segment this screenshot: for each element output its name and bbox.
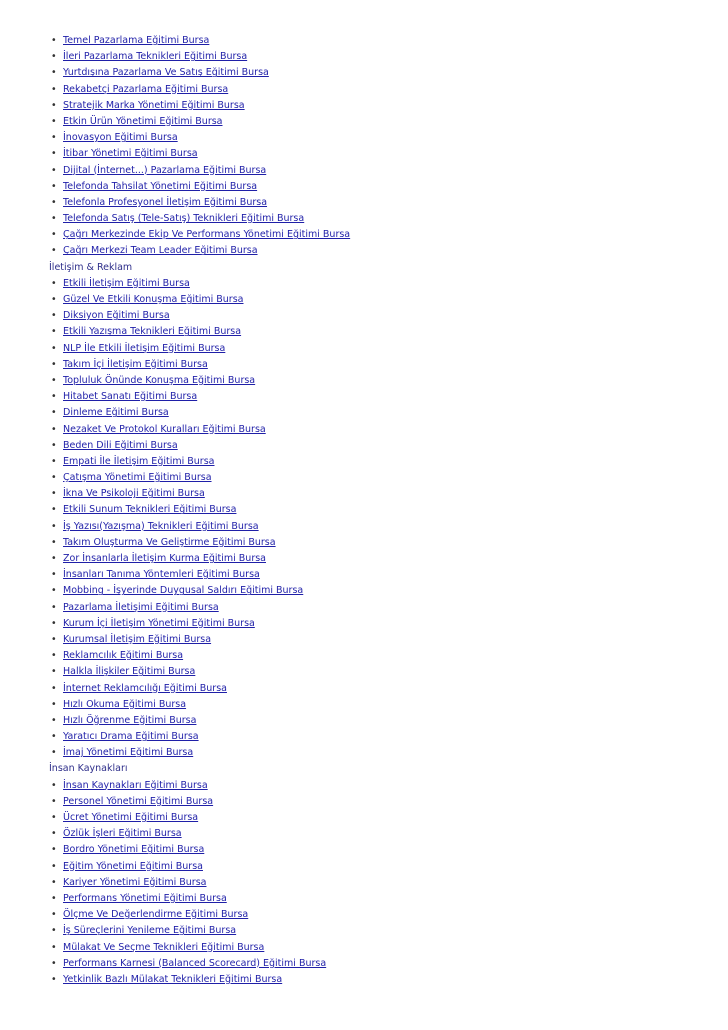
list-item <box>49 810 689 826</box>
training-link[interactable]: İleri Pazarlama Teknikleri Eğitimi Bursa <box>63 51 248 63</box>
training-link[interactable]: Dinleme Eğitimi Bursa <box>63 407 169 419</box>
bullet-icon: • <box>51 536 57 548</box>
bullet-icon: • <box>51 455 57 467</box>
list-item <box>49 972 689 988</box>
bullet-icon: • <box>51 132 57 144</box>
training-link[interactable]: İnsan Kaynakları Eğitimi Bursa <box>63 779 208 791</box>
list-item <box>49 616 689 632</box>
training-link[interactable]: Takım İçi İletişim Eğitimi Bursa <box>63 358 208 370</box>
bullet-icon: • <box>51 666 57 678</box>
training-link[interactable]: İmaj Yönetimi Eğitimi Bursa <box>63 747 194 759</box>
list-item <box>49 308 689 324</box>
bullet-icon: • <box>51 115 57 127</box>
training-link[interactable]: Etkili Sunum Teknikleri Eğitimi Bursa <box>63 504 237 516</box>
list-item <box>49 195 689 211</box>
training-link[interactable]: Zor İnsanlarla İletişim Kurma Eğitimi Bursa <box>63 553 266 564</box>
bullet-icon: • <box>51 326 57 338</box>
list-item <box>49 778 689 794</box>
bullet-icon: • <box>51 407 57 419</box>
bullet-icon: • <box>51 682 57 694</box>
training-link[interactable]: Beden Dili Eğitimi Bursa <box>63 439 178 451</box>
list-item <box>49 373 689 389</box>
bullet-icon: • <box>51 909 57 921</box>
list-item <box>49 98 689 114</box>
list-item <box>49 583 689 599</box>
bullet-icon: • <box>51 488 57 500</box>
list-item <box>49 243 689 259</box>
training-link[interactable]: İtibar Yönetimi Eğitimi Bursa <box>63 148 198 160</box>
list-item <box>49 535 689 551</box>
list-item <box>49 389 689 405</box>
list-item <box>49 745 689 761</box>
training-link[interactable]: Kariyer Yönetimi Eğitimi Bursa <box>63 876 207 888</box>
list-item <box>49 664 689 680</box>
list-item <box>49 551 689 567</box>
training-link[interactable]: Reklamcılık Eğitimi Bursa <box>63 650 184 662</box>
bullet-icon: • <box>51 83 57 95</box>
bullet-icon: • <box>51 310 57 322</box>
bullet-icon: • <box>51 180 57 192</box>
training-link[interactable]: Stratejik Marka Yönetimi Eğitimi Bursa <box>63 99 245 111</box>
bullet-icon: • <box>51 472 57 484</box>
bullet-icon: • <box>51 51 57 63</box>
training-link[interactable]: Diksiyon Eğitimi Bursa <box>63 310 170 322</box>
training-link[interactable]: Empati İle İletişim Eğitimi Bursa <box>63 455 215 467</box>
bullet-icon: • <box>51 294 57 305</box>
training-link[interactable]: Ölçme Ve Değerlendirme Eğitimi Bursa <box>63 909 249 921</box>
training-link[interactable]: Yetkinlik Bazlı Mülakat Teknikleri Eğitimi Bursa <box>63 973 283 985</box>
list-item <box>49 600 689 616</box>
training-link[interactable]: Çatışma Yönetimi Eğitimi Bursa <box>63 472 212 484</box>
training-link[interactable]: Güzel Ve Etkili Konuşma Eğitimi Bursa <box>63 294 244 305</box>
list-item <box>49 146 689 162</box>
training-link[interactable]: Telefonla Profesyonel İletişim Eğitimi Bursa <box>63 196 268 208</box>
list-item <box>49 422 689 438</box>
training-link[interactable]: Takım Oluşturma Ve Geliştirme Eğitimi Bursa <box>63 536 276 548</box>
list-item <box>49 826 689 842</box>
bullet-icon: • <box>51 876 57 888</box>
bullet-icon: • <box>51 633 57 645</box>
list-item <box>49 324 689 340</box>
training-link[interactable]: Bordro Yönetimi Eğitimi Bursa <box>63 844 205 856</box>
training-link[interactable]: Kurum İçi İletişim Yönetimi Eğitimi Bursa <box>63 617 255 629</box>
list-item <box>49 681 689 697</box>
bullet-icon: • <box>51 504 57 516</box>
bullet-icon: • <box>51 358 57 370</box>
training-link[interactable]: Temel Pazarlama Eğitimi Bursa <box>63 35 210 46</box>
bullet-icon: • <box>51 731 57 743</box>
list-item <box>49 227 689 243</box>
training-link[interactable]: Mobbing - İşyerinde Duygusal Saldırı Eğitimi Bursa <box>63 585 304 597</box>
list-item <box>49 794 689 810</box>
list-item <box>49 697 689 713</box>
training-link[interactable]: Telefonda Satış (Tele-Satış) Teknikleri Eğitimi Bursa <box>63 213 305 225</box>
training-link[interactable]: Hızlı Okuma Eğitimi Bursa <box>63 698 187 710</box>
training-link[interactable]: İnsanları Tanıma Yöntemleri Eğitimi Bursa <box>63 569 260 581</box>
list-item <box>49 632 689 648</box>
training-link[interactable]: Rekabetçi Pazarlama Eğitimi Bursa <box>63 83 229 95</box>
list-item <box>49 502 689 518</box>
bullet-icon: • <box>51 67 57 79</box>
bullet-icon: • <box>51 860 57 872</box>
section-0 <box>49 33 689 260</box>
training-link[interactable]: Performans Karnesi (Balanced Scorecard) Eğitimi Bursa <box>63 957 327 969</box>
training-link[interactable]: Çağrı Merkezinde Ekip Ve Performans Yönetimi Eğitimi Bursa <box>63 229 351 241</box>
list-item <box>49 923 689 939</box>
training-link[interactable]: Yaratıcı Drama Eğitimi Bursa <box>63 731 199 743</box>
section-1 <box>49 260 689 762</box>
list-item <box>49 567 689 583</box>
list-item <box>49 33 689 49</box>
bullet-icon: • <box>51 148 57 160</box>
training-link[interactable]: Çağrı Merkezi Team Leader Eğitimi Bursa <box>63 245 258 257</box>
training-link[interactable]: Performans Yönetimi Eğitimi Bursa <box>63 892 227 904</box>
bullet-icon: • <box>51 196 57 208</box>
training-link[interactable]: Telefonda Tahsilat Yönetimi Eğitimi Bursa <box>63 180 258 192</box>
bullet-icon: • <box>51 617 57 629</box>
bullet-icon: • <box>51 957 57 969</box>
bullet-icon: • <box>51 828 57 840</box>
bullet-icon: • <box>51 925 57 937</box>
bullet-icon: • <box>51 569 57 581</box>
bullet-icon: • <box>51 245 57 257</box>
section-heading: İletişim & Reklam <box>49 261 133 273</box>
link-list <box>49 33 689 260</box>
list-item <box>49 276 689 292</box>
list-item <box>49 956 689 972</box>
training-link[interactable]: İş Yazısı(Yazışma) Teknikleri Eğitimi Bursa <box>63 520 259 532</box>
bullet-icon: • <box>51 601 57 613</box>
section-heading: İnsan Kaynakları <box>49 763 128 775</box>
list-item <box>49 713 689 729</box>
training-link[interactable]: Hitabet Sanatı Eğitimi Bursa <box>63 391 198 403</box>
training-link[interactable]: Eğitim Yönetimi Eğitimi Bursa <box>63 860 203 872</box>
bullet-icon: • <box>51 779 57 791</box>
list-item <box>49 357 689 373</box>
training-link[interactable]: NLP İle Etkili İletişim Eğitimi Bursa <box>63 342 226 354</box>
training-link[interactable]: Etkin Ürün Yönetimi Eğitimi Bursa <box>63 115 223 127</box>
bullet-icon: • <box>51 585 57 597</box>
training-link[interactable]: Yurtdışına Pazarlama Ve Satış Eğitimi Bursa <box>63 67 269 79</box>
bullet-icon: • <box>51 391 57 403</box>
bullet-icon: • <box>51 812 57 823</box>
bullet-icon: • <box>51 35 57 46</box>
list-item <box>49 519 689 535</box>
bullet-icon: • <box>51 520 57 532</box>
training-link[interactable]: Ücret Yönetimi Eğitimi Bursa <box>63 812 199 823</box>
list-item <box>49 907 689 923</box>
training-link[interactable]: Özlük İşleri Eğitimi Bursa <box>63 828 182 840</box>
list-item <box>49 65 689 81</box>
training-link[interactable]: Topluluk Önünde Konuşma Eğitimi Bursa <box>63 374 256 386</box>
training-link[interactable]: Etkili Yazışma Teknikleri Eğitimi Bursa <box>63 326 242 338</box>
training-link[interactable]: Pazarlama İletişimi Eğitimi Bursa <box>63 601 219 613</box>
bullet-icon: • <box>51 973 57 985</box>
list-item <box>49 179 689 195</box>
training-link[interactable]: Halkla İlişkiler Eğitimi Bursa <box>63 666 196 678</box>
bullet-icon: • <box>51 650 57 662</box>
list-item <box>49 438 689 454</box>
document-body <box>49 33 689 988</box>
bullet-icon: • <box>51 342 57 354</box>
bullet-icon: • <box>51 99 57 111</box>
training-link[interactable]: Personel Yönetimi Eğitimi Bursa <box>63 795 214 807</box>
list-item <box>49 891 689 907</box>
bullet-icon: • <box>51 277 57 289</box>
list-item <box>49 292 689 308</box>
list-item <box>49 842 689 858</box>
list-item <box>49 486 689 502</box>
bullet-icon: • <box>51 374 57 386</box>
bullet-icon: • <box>51 892 57 904</box>
list-item <box>49 82 689 98</box>
list-item <box>49 130 689 146</box>
bullet-icon: • <box>51 747 57 759</box>
list-item <box>49 729 689 745</box>
section-2 <box>49 761 689 988</box>
bullet-icon: • <box>51 698 57 710</box>
link-list <box>49 778 689 988</box>
bullet-icon: • <box>51 844 57 856</box>
bullet-icon: • <box>51 553 57 564</box>
bullet-icon: • <box>51 795 57 807</box>
bullet-icon: • <box>51 164 57 176</box>
bullet-icon: • <box>51 213 57 225</box>
list-item <box>49 648 689 664</box>
training-link[interactable]: Hızlı Öğrenme Eğitimi Bursa <box>63 714 197 726</box>
list-item <box>49 470 689 486</box>
list-item <box>49 859 689 875</box>
training-link[interactable]: Mülakat Ve Seçme Teknikleri Eğitimi Bursa <box>63 941 265 953</box>
list-item <box>49 454 689 470</box>
training-link[interactable]: Etkili İletişim Eğitimi Bursa <box>63 277 190 289</box>
training-link[interactable]: Kurumsal İletişim Eğitimi Bursa <box>63 633 212 645</box>
list-item <box>49 114 689 130</box>
training-link[interactable]: İkna Ve Psikoloji Eğitimi Bursa <box>63 488 205 500</box>
link-list <box>49 276 689 762</box>
training-link[interactable]: Dijital (İnternet...) Pazarlama Eğitimi Bursa <box>63 164 267 176</box>
list-item <box>49 211 689 227</box>
training-link[interactable]: İnovasyon Eğitimi Bursa <box>63 132 178 144</box>
list-item <box>49 405 689 421</box>
list-item <box>49 875 689 891</box>
bullet-icon: • <box>51 714 57 726</box>
bullet-icon: • <box>51 941 57 953</box>
training-link[interactable]: Nezaket Ve Protokol Kuralları Eğitimi Bursa <box>63 423 266 435</box>
bullet-icon: • <box>51 229 57 241</box>
training-link[interactable]: İnternet Reklamcılığı Eğitimi Bursa <box>63 682 227 694</box>
list-item <box>49 163 689 179</box>
list-item <box>49 940 689 956</box>
training-link[interactable]: İş Süreçlerini Yenileme Eğitimi Bursa <box>63 925 237 937</box>
bullet-icon: • <box>51 439 57 451</box>
list-item <box>49 49 689 65</box>
list-item <box>49 341 689 357</box>
bullet-icon: • <box>51 423 57 435</box>
